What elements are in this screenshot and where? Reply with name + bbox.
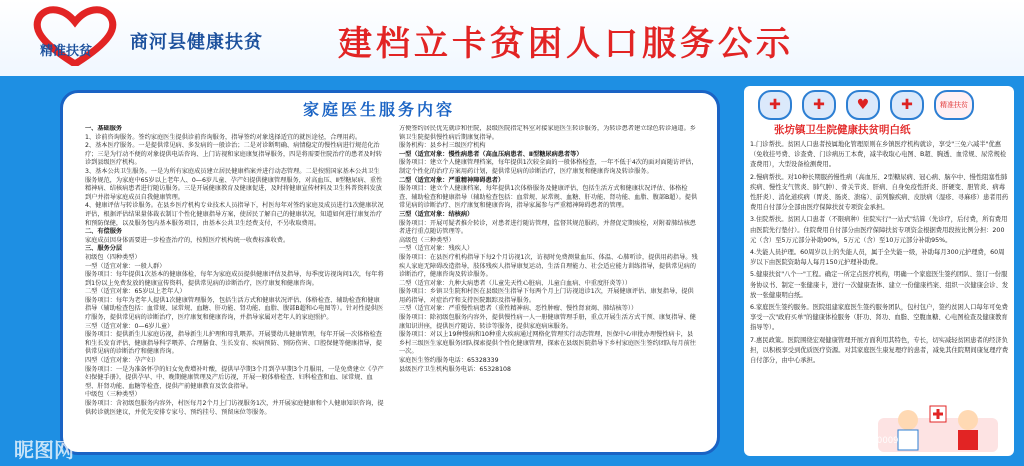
paragraph: 家庭成员因身体需要进一步检查治疗的，按照医疗机构统一收费标准收费。 — [85, 236, 290, 244]
paragraph: 家庭医生签约服务电话：65328339 — [399, 357, 499, 365]
paragraph: 二型（适宜对象：65岁以上老年人） — [85, 288, 186, 296]
header-stripe — [0, 76, 1024, 84]
paragraph: 一型（适宜对象：慢性病患者（高血压病患者、Ⅱ型糖尿病患者等） — [399, 150, 583, 158]
notice-item: 2.慢病帮扶。对10种长期服药慢性病（高血压、2型糖尿病、冠心病、脑卒中、慢性阻塞性肺疾病、慢性支气管炎、肺气肿）、骨关节炎、肝病、自身免疫性肝炎、肝硬变、胆管炎、病毒性肝炎）、消化道疾病（胃炎、肠炎、溃疡）、前列腺疾病、皮肤病（湿疹、寻麻疹）患者用药费用自付部分全部由医疗保障扶贫专项资金承担。 — [750, 173, 1009, 212]
paragraph: 四型（适宜对象：孕产妇） — [85, 357, 160, 365]
panel-column-right — [399, 125, 699, 450]
paragraph: 服务项目：开展可疑者推介转诊，对患者进行随访管理，监督其规范服药，并督促定期痰检，对附着肺结核患者进行重点随访管理等。 — [399, 219, 696, 236]
notice-item: 3.住院帮扶。贫困人口患者（不限病种）住院实行"一站式"结算（先诊疗，后付费，所有费用由医院先行垫付）。住院费用自付部分由医疗保障扶贫专项资金根据费用段按比例分担：200元（含）至5万元部分补助90%，5万元（含）至10万元部分补助95%。 — [750, 216, 1008, 244]
paragraph: 二型（适宜对象：严重精神障碍患者） — [399, 176, 505, 184]
paragraph: 服务项目：每年为老年人提供1次健康管理服务，包括生活方式和健康状况评估、体格检查、辅助检查和健康指导（辅助检查包括：血常规、尿常规、血糖、肝功能、肾功能、血脂、腹部B超和心电图等）。针对性提供医疗服务，提供常见病的诊断治疗，医疗康复和健康咨询，并指导家属对老年人的家庭照护。 — [85, 296, 384, 322]
slogan-text: 精准扶贫 — [40, 44, 93, 59]
paragraph: 三型（适宜对象：结核病） — [399, 210, 474, 218]
badge-icon: ♥ — [846, 90, 880, 120]
watermark-left: 昵图网 — [14, 438, 74, 462]
page-title: 建档立卡贫困人口服务公示 — [338, 24, 794, 64]
badge-icon: ✚ — [890, 90, 924, 120]
paragraph: 三型（适宜对象：0—6岁儿童） — [85, 322, 174, 330]
paragraph: 三、服务分层 — [85, 245, 123, 253]
notice-title: 张坊镇卫生院健康扶贫明白纸 — [774, 124, 911, 136]
paragraph: 服务项目：含初级包服务内容外，村医每月2个月上门访视服务1次，并开展家庭健康和个人健康知识咨询，提供转诊就医建议，并优先安排专家号、预约挂号、预留床位等服务。 — [85, 400, 384, 416]
paragraph: 初级包（四种类型） — [85, 253, 141, 261]
badge-icon: 精准扶贫 — [934, 90, 974, 120]
paragraph: 服务项目：提供新生儿家庭访视，指导新生儿护理和母乳喂养。开展婴幼儿健康管理，每年开展一次体格检查和生长发育评估，健康指导科学喂养、合理膳食、生长发育、疾病预防、预防伤害、口腔保健等健康指导，提供常见病的诊断治疗和健康咨询。 — [85, 331, 382, 356]
paragraph: 服务项目：乡镇卫生院和村医在县级医生指导下每两个月上门访视追诊1次，开展健康评估、康复指导，提供用药指导，对症治疗和支持医院跟踪及指导服务。 — [399, 288, 694, 304]
badge-icon: ✚ — [802, 90, 836, 120]
paragraph: 二型（适宜对象：九种大病患者（儿童先天性心脏病、儿童白血病、中重度肝炎等）） — [399, 279, 632, 287]
paragraph: 服务项目：建立个人健康管理档案，每年提供1次较全面的一般体格检查，一年不低于4次的面对面随访评估，制定个性化的治疗方案用药计划，提供常见病的诊断治疗，医疗康复和健康咨询及转诊服务。 — [399, 159, 698, 175]
paragraph: 3、基本公共卫生服务。一是为所有家庭成员建立居民健康档案并进行动态管理。二是按照国家基本公共卫生服务规范，为家庭中65岁以上老年人、0—6岁儿童、孕产妇提供健康管理服务，对高血压、Ⅱ型糖尿病、重性精神病、结核病患者进行随访服务。三是开展健康教育及健康促进，及时将健康宣传材料及卫生科普资料发放到户并指导家庭成员自我健康管理。 — [85, 167, 383, 201]
notice-item: 5.健康扶贫"八个一"工程。确定一所定点医疗机构，明确一个家庭医生签约团队、签订一份服务协议书、制定一张健康卡，进行一次健康查体、建立一份健康档案、组织一次健康会诊、发放一张健康明白纸。 — [750, 271, 1009, 299]
paragraph: 2、基本医疗服务。一是提供常见病、多发病的一般诊治；二是对诊断明确、病情稳定的慢性病进行规范化治疗；三是为行动不便的对象提供电话咨询、上门访视和家庭康复指导服务，四是将需要住院治疗的患者及时转诊到县级医疗机构。 — [85, 142, 382, 167]
header-banner — [0, 0, 1024, 84]
paragraph: 中级包（三种类型） — [85, 391, 141, 399]
notice-text — [750, 140, 1010, 400]
paragraph: 服务项目：除初级包服务内容外，提供慢性病一人一册健康管理手册，重点开展生活方式干预、康复指导、健康知识讲座，提供医疗随访、转诊等服务，提供家庭病床服务。 — [399, 314, 696, 330]
notice-item: 6.家庭医生签约服务。医院组建家庭医生签约服务团队，包村包户，签约贫困人口每年可免费享受一次"政府买单"的健康体检服务（肝功、肾功、血脂、空腹血糖、心电图检查及健康教育指导等）。 — [750, 304, 1008, 332]
paragraph: 服务机构：县乡村三级医疗机构 — [399, 142, 486, 150]
department-name: 商河县健康扶贫 — [130, 32, 263, 53]
notice-item: 1.门诊帮扶。贫困人口患者按属地化管理原则在乡镇医疗机构就诊，享受"三免六减半"优惠（免收挂号费、诊查费、门诊病历工本费，减半收取心电图、B超、胸透、血常规、尿常规检查费用），大型设备检测费用。 — [750, 141, 1007, 169]
paragraph: 一、基础服务 — [85, 125, 123, 132]
watermark-right: ID:22635685 NO:20201125000980... — [760, 436, 918, 446]
paragraph: 服务项目：建立个人健康档案，每年提供1次体格服务及健康评估，包括生活方式和健康状况评估、体格检查、辅助检查和健康指导（辅助检查包括：血常规、尿常规、血糖、肝功能、肾功能、血脂、腹部B超）。提供常见病的诊断治疗、医疗康复和健康咨询，指导家属参与严重精神障碍患者的管理。 — [399, 185, 698, 210]
paragraph: 一型（适宜对象：一般人群） — [85, 262, 166, 270]
paragraph: 服务项目：对以上19种慢病和10种重大疾病通过网格化管理实行动态管理，医保中心审批办理慢性病卡，县乡村三级医生家庭服务团队探索提供个性化健康管理，探索在县级医院指导下乡村家庭医生签约团队每月前往一次。 — [399, 331, 696, 356]
notice-item: 4.失能人员护理。60周岁以上的失能人员，属于全失能一级，补助每月300元护理费，60周岁以下由医院资助每人每月150元护理补助费。 — [750, 249, 1005, 267]
paragraph: 三型（适宜对象：严重慢性病患者（重性精神病、恶性肿瘤、慢性肾衰竭、肺结核等）） — [399, 305, 638, 313]
paragraph: 二、有偿服务 — [85, 228, 123, 236]
paragraph: 服务项目：一是为准备怀孕的妇女免费增补叶酸，提供早孕期3个月到孕早期3个月服用，一是免费建立《孕产妇保健手册》，提供孕早、中、晚期健康管理及产后访视，开展一般体格检查、妇科检查和血、尿常规、血型、肝肾功能、血糖等检查，提供产前健康教育及饮食指导。 — [85, 365, 384, 390]
panel-column-left — [85, 125, 385, 450]
paragraph: 县级医疗卫生机构服务电话：65328108 — [399, 365, 511, 373]
badge-row — [758, 90, 998, 120]
paragraph: 1、诊前咨询服务。签约家庭医生提供诊前咨询服务，指导签约对象选择适宜的就医途径，合理用药。 — [85, 133, 362, 141]
panel-title: 家庭医生服务内容 — [303, 100, 456, 119]
poverty-notice-card — [744, 86, 1014, 456]
paragraph: 4、健康评估与转诊服务。在县乡医疗机构专业技术人员指导下，村医每年对签约家庭及成员进行1次健康状况评估，根据评估结果量体裁衣制订个性化健康指导方案，使居民了解自己的健康状况，知道如何进行康复治疗和预防保健，以及服务包内基本服务项目，由基本公共卫生经费支付，不另收取费用。 — [85, 202, 384, 227]
paragraph: 服务项目：在县医疗机构指导下每2个月访视1次，访视时免费测量血压、体温、心肺听诊，提供用药指导。残疾人家庭无障碍改造指导，肢体残疾人指导康复运动，生活自理能力、社会适应能力训练指导，提供常见病的诊断治疗，健康咨询及转诊服务。 — [399, 253, 698, 279]
notice-item: 7.惠民政策。医院围绕宏观健康管理开展方面利用其特色，专长，切实减轻贫困患者的经济负担，以积极享受到优质医疗资源。对其家庭医生康复理疗的患者，减免其住院期间康复理疗费自付部分，由中心承担。 — [750, 336, 1009, 365]
paragraph: 高级包（三种类型） — [399, 236, 455, 244]
paragraph: 方便签约居民优先就诊和住院，县级医院指定科室对接家庭医生转诊服务，为转诊患者建立绿色转诊通道。乡镇卫生院提供慢性病后期康复指导。 — [399, 125, 696, 141]
paragraph: 服务项目：每年提供1次基本的健康体检，每年为家庭成员提供健康评估及指导，每季度访视询问1次，每年将到1份以上免费发放的健康宣传资料，提供常见病的诊断治疗，医疗康复和健康咨询。 — [85, 271, 384, 287]
family-doctor-panel — [60, 90, 720, 455]
paragraph: 一型（适宜对象：残疾人） — [399, 245, 474, 253]
badge-icon: ✚ — [758, 90, 792, 120]
